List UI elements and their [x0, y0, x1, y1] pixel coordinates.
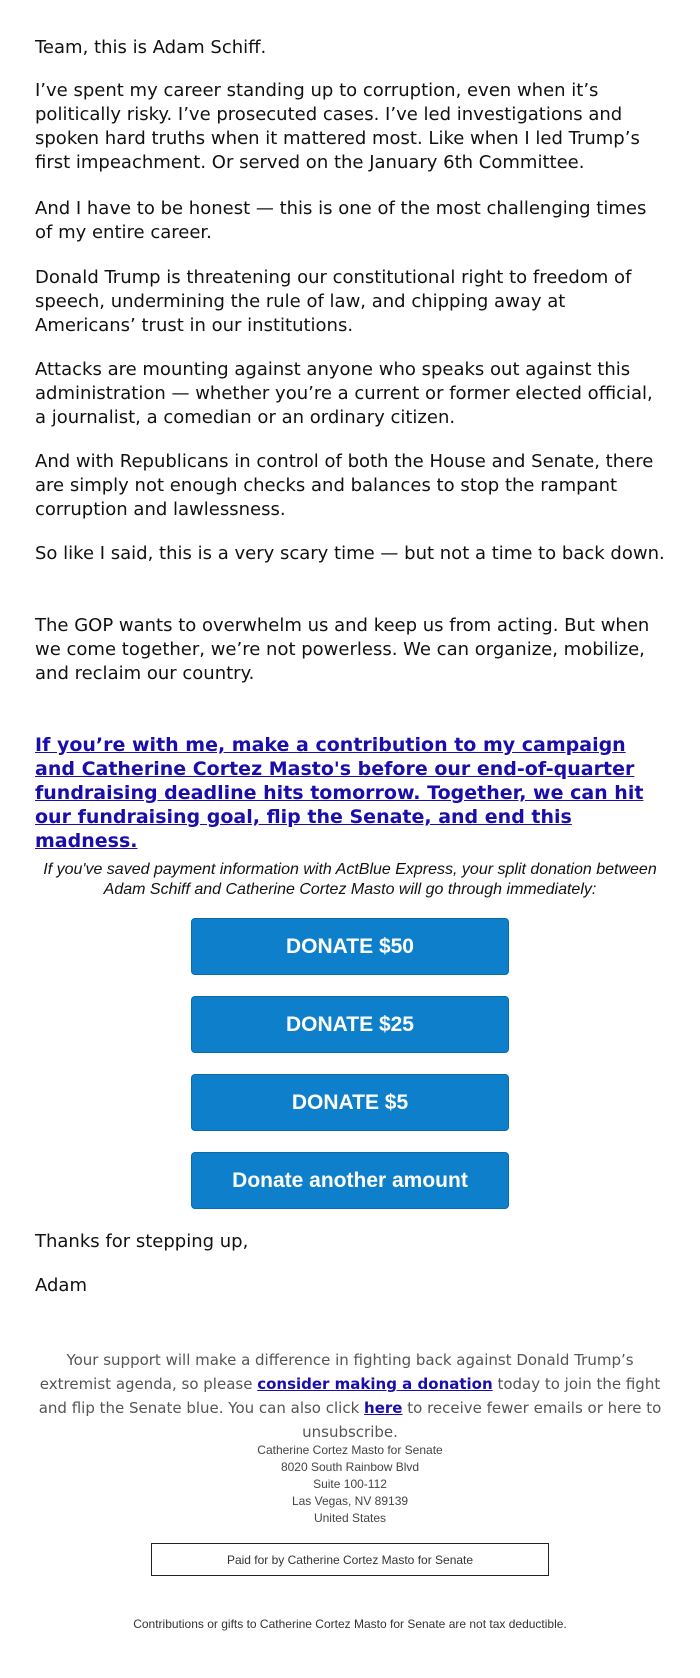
paid-for-box: Paid for by Catherine Cortez Masto for Senate: [151, 1543, 549, 1576]
tax-disclaimer: Contributions or gifts to Catherine Cortez Masto for Senate are not tax deductible.: [133, 1617, 567, 1631]
footer-message-text-2: today to join the fight and flip the Senate blue. You can also click: [38, 1375, 661, 1417]
paragraph-attacks: Attacks are mounting against anyone who speaks out against this administration — whether you’re a current or former elected official, a journalist, a comedian or an ordinary citizen.: [35, 359, 653, 428]
donate-other-amount-button[interactable]: Donate another amount: [191, 1152, 509, 1209]
mailing-address: [35, 1442, 665, 1527]
address-line-city: Las Vegas, NV 89139: [291, 1494, 409, 1508]
contribution-link[interactable]: If you’re with me, make a contribution to my campaign and Catherine Cortez Masto's before our end-of-quarter fundraising deadline hits tomorrow. Together, we can hit our fundraising goal, flip the Senate, and end this madness.: [35, 734, 644, 852]
consider-donation-link[interactable]: consider making a donation: [257, 1375, 493, 1393]
closing: Thanks for stepping up,: [35, 1231, 249, 1252]
donate-50-button[interactable]: DONATE $50: [191, 918, 509, 975]
actblue-express-note: If you've saved payment information with ActBlue Express, your split donation between Adam Schiff and Catherine Cortez Masto will go through immediately:: [43, 861, 657, 898]
paragraph-trump-threat: Donald Trump is threatening our constitutional right to freedom of speech, undermining the rule of law, and chipping away at Americans’ trust in our institutions.: [35, 267, 632, 336]
paragraph-honest: And I have to be honest — this is one of the most challenging times of my entire career.: [35, 198, 647, 243]
donate-5-button[interactable]: DONATE $5: [191, 1074, 509, 1131]
address-line-org: Catherine Cortez Masto for Senate: [257, 1443, 443, 1457]
signature: Adam: [35, 1275, 87, 1296]
donate-25-button[interactable]: DONATE $25: [191, 996, 509, 1053]
paragraph-republicans: And with Republicans in control of both the House and Senate, there are simply not enough checks and balances to stop the rampant corruption and lawlessness.: [35, 451, 654, 520]
footer-message-text-3: to receive fewer emails or here to unsubscribe.: [302, 1399, 662, 1441]
footer-message-text-1: Your support will make a difference in fighting back against Donald Trump’s extremist agenda, so please: [39, 1351, 634, 1393]
footer-message: [35, 1348, 665, 1444]
paragraph-career: I’ve spent my career standing up to corruption, even when it’s politically risky. I’ve prosecuted cases. I’ve led investigations and spoken hard truths when it mattered most. Like when I led Trump’s first impeachment. Or served on the January 6th Committee.: [35, 80, 640, 173]
fewer-emails-link[interactable]: here: [364, 1399, 403, 1417]
address-line-suite: Suite 100-112: [313, 1477, 387, 1491]
paragraph-gop: The GOP wants to overwhelm us and keep us from acting. But when we come together, we’re not powerless. We can organize, mobilize, and reclaim our country.: [35, 615, 650, 684]
address-line-country: United States: [313, 1511, 387, 1525]
address-line-street: 8020 South Rainbow Blvd: [280, 1460, 420, 1474]
paragraph-scary-time: So like I said, this is a very scary time — but not a time to back down.: [35, 543, 665, 564]
greeting: Team, this is Adam Schiff.: [35, 37, 267, 58]
